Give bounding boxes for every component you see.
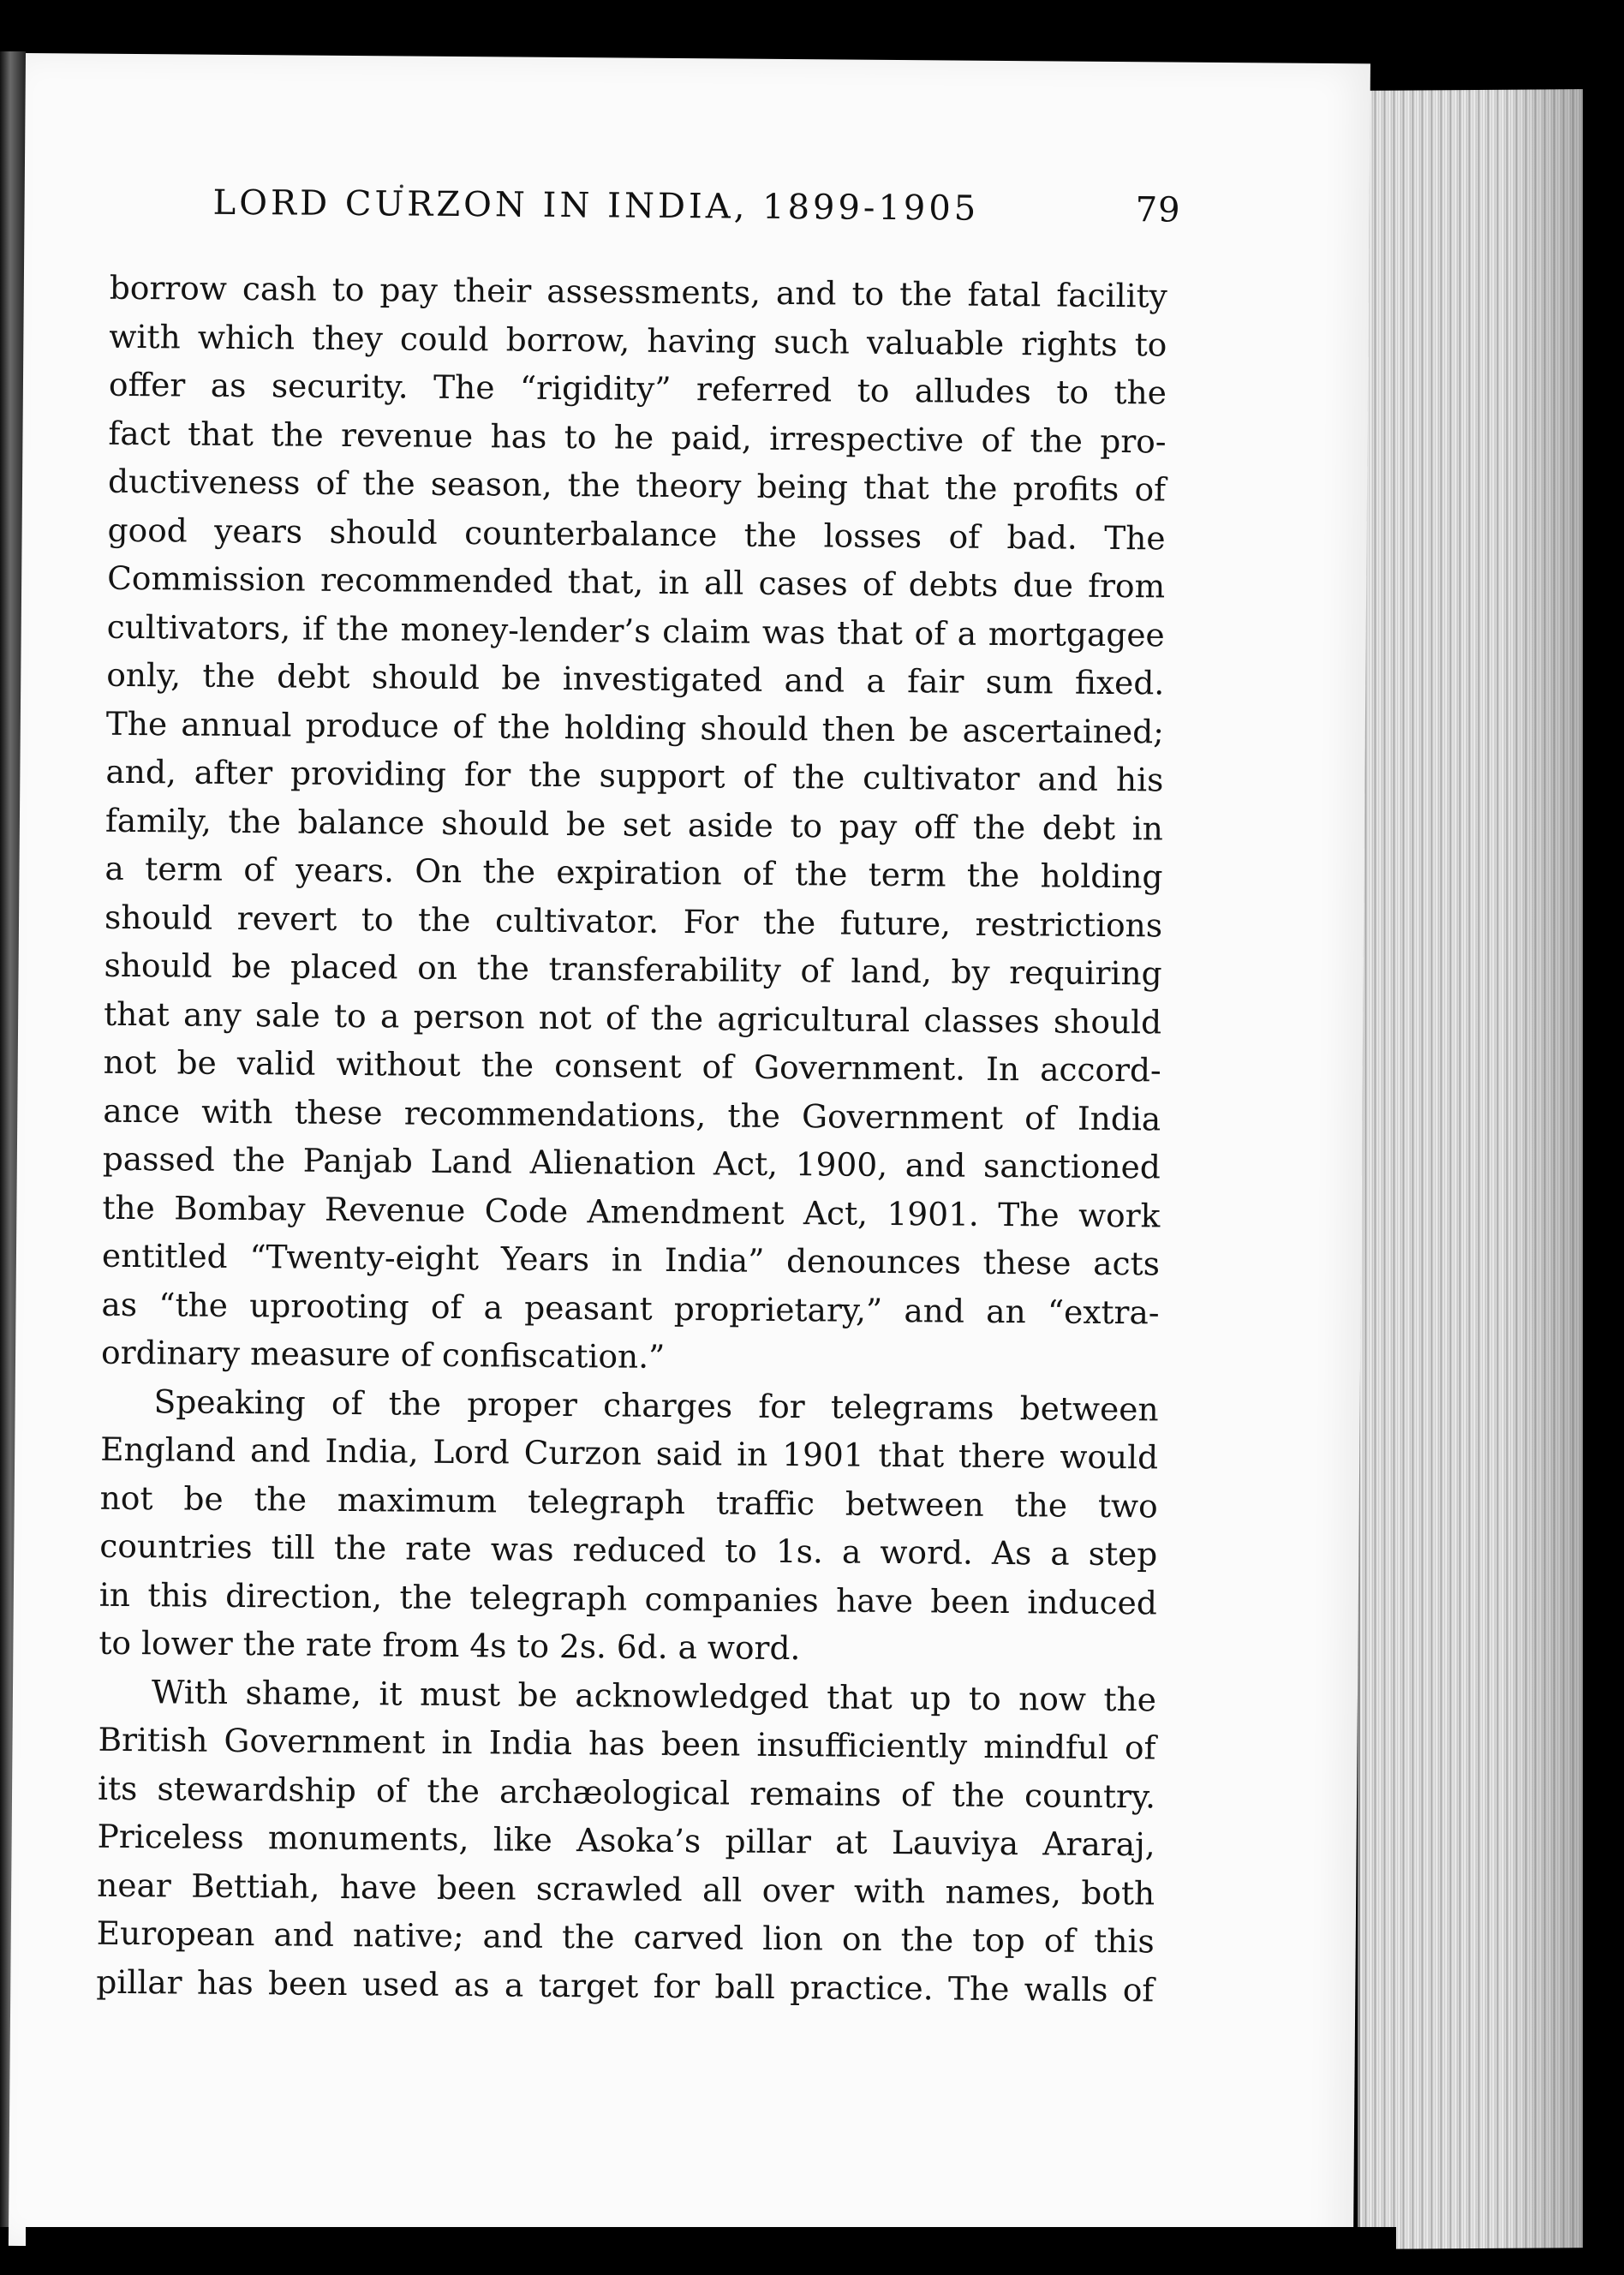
running-title: LORD CURZON IN INDIA, 1899-1905 xyxy=(212,182,980,229)
scan-bottom-border xyxy=(26,2227,1396,2275)
text-line: that any sale to a person not of the agricultural classes should xyxy=(104,994,1162,1041)
text-line: countries till the rate was reduced to 1s. a word. As a step xyxy=(99,1526,1158,1573)
paragraph-start-line: With shame, it must be acknowledged that up to now the xyxy=(151,1672,1157,1718)
text-line: with which they could borrow, having such valuable rights to xyxy=(109,317,1167,363)
paragraph-end-line: ordinary measure of confiscation.” xyxy=(100,1333,666,1376)
text-line: Priceless monuments, like Asoka’s pillar at Lauviya Araraj, xyxy=(97,1817,1155,1864)
text-line: not be valid without the consent of Government. In accord- xyxy=(103,1042,1161,1090)
text-line: Commission recommended that, in all cases of debts due from xyxy=(107,558,1166,606)
text-line: passed the Panjab Land Alienation Act, 1900, and sanctioned xyxy=(102,1139,1161,1186)
text-line: as “the uprooting of a peasant proprietary,” and an “extra- xyxy=(101,1285,1160,1331)
text-line: The annual produce of the holding should then be ascertained; xyxy=(105,704,1164,750)
text-line: ance with these recommendations, the Government of India xyxy=(103,1091,1161,1138)
page-number: 79 xyxy=(1135,190,1181,230)
text-line: its stewardship of the archæological remains of the country. xyxy=(97,1769,1156,1815)
text-line: in this direction, the telegraph companies have been induced xyxy=(99,1575,1158,1621)
text-line: should be placed on the transferability of land, by requiring xyxy=(104,946,1162,993)
text-line: fact that the revenue has to he paid, irrespective of the pro- xyxy=(108,414,1167,460)
text-line: borrow cash to pay their assessments, and to the fatal facility xyxy=(109,268,1167,315)
book-page-edges xyxy=(1358,89,1583,2249)
text-line: European and native; and the carved lion on the top of this xyxy=(96,1914,1155,1961)
paragraph-start-line: Speaking of the proper charges for telegrams between xyxy=(153,1382,1159,1428)
text-line: the Bombay Revenue Code Amendment Act, 1901. The work xyxy=(102,1188,1161,1234)
paragraph-end-line: to lower the rate from 4s to 2s. 6d. a word. xyxy=(99,1623,801,1668)
text-line: England and India, Lord Curzon said in 1901 that there would xyxy=(100,1430,1159,1477)
page-header xyxy=(212,183,1180,242)
text-line: only, the debt should be investigated and a fair sum fixed. xyxy=(106,655,1165,702)
text-line: family, the balance should be set aside to pay off the debt in xyxy=(104,801,1164,847)
text-line: pillar has been used as a target for ball practice. The walls of xyxy=(96,1962,1155,2009)
text-line: British Government in India has been insufficiently mindful of xyxy=(98,1720,1156,1767)
text-line: ductiveness of the season, the theory being that the profits of xyxy=(107,462,1167,509)
body-text xyxy=(96,264,1167,2015)
text-line: a term of years. On the expiration of the term the holding xyxy=(104,849,1163,896)
book-page xyxy=(9,53,1370,2256)
text-line: entitled “Twenty-eight Years in India” denounces these acts xyxy=(101,1236,1161,1283)
text-line: near Bettiah, have been scrawled all over with names, both xyxy=(97,1866,1155,1912)
text-line: offer as security. The “rigidity” referred to alludes to the xyxy=(108,365,1167,412)
text-line: not be the maximum telegraph traffic between the two xyxy=(99,1478,1158,1525)
text-line: and, after providing for the support of the cultivator and his xyxy=(105,752,1164,799)
text-line: should revert to the cultivator. For the future, restrictions xyxy=(104,898,1163,944)
text-line: cultivators, if the money-lender’s claim was that of a mortgagee xyxy=(106,607,1165,654)
text-line: good years should counterbalance the losses of bad. The xyxy=(107,511,1166,557)
